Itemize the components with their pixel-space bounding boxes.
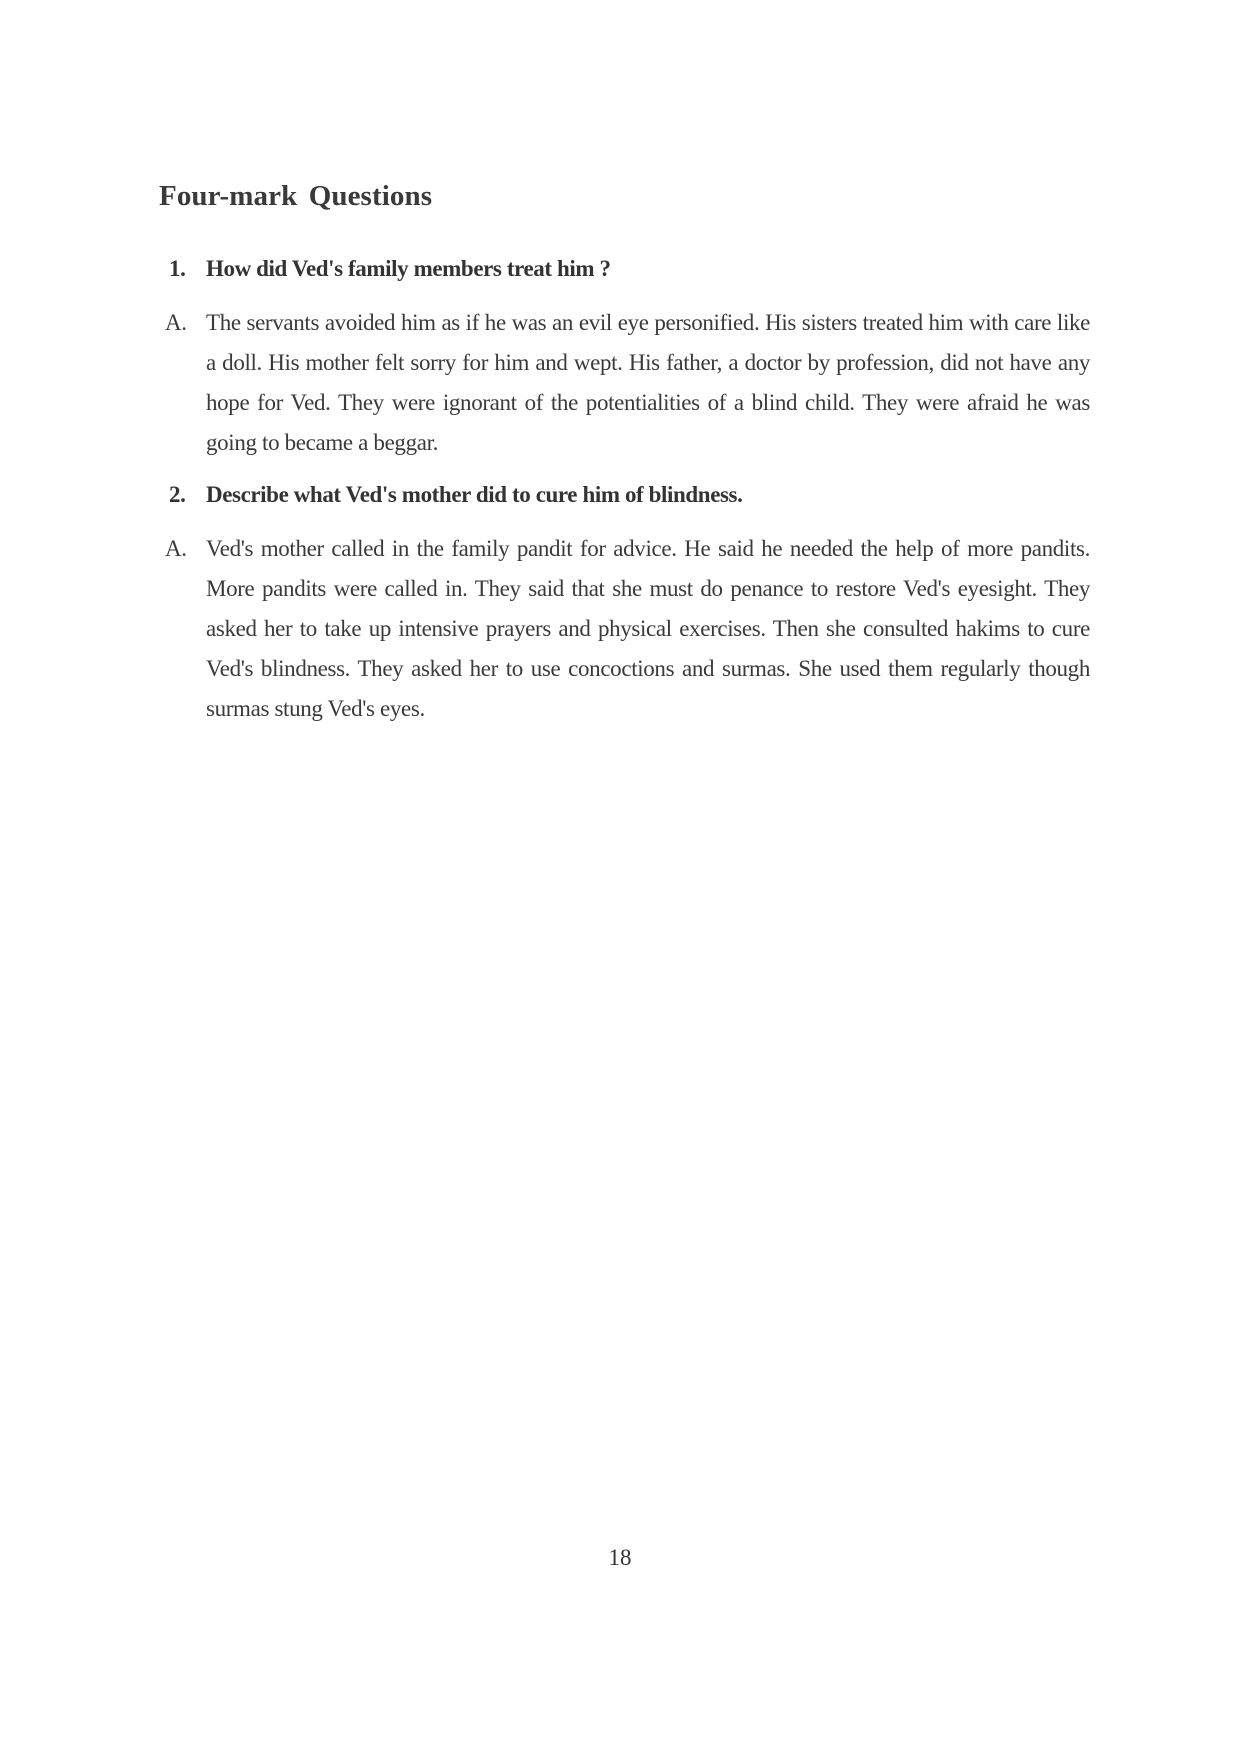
answer-label: A. [165,536,187,561]
answer-label: A. [165,310,187,335]
question-number: 2. [169,482,186,507]
question-text: Describe what Ved's mother did to cure him of blindness. [206,482,743,507]
answer-text: The servants avoided him as if he was an evil eye personified. His sisters treated him with care like a doll. His mother felt sorry for him and wept. His father, a doctor by profession, did not have any hope for Ved. They were ignorant of the potentialities of a blind child. They were afraid he was going to became a beggar. [206,310,1090,455]
page-number: 18 [608,1545,632,1570]
question-number: 1. [169,256,186,281]
answer-text: Ved's mother called in the family pandit for advice. He said he needed the help of more pandits. More pandits were called in. They said that she must do penance to restore Ved's eyesight. They asked her to take up intensive prayers and physical exercises. Then she consulted hakims to cure Ved's blindness. They asked her to use concoctions and surmas. She used them regularly though surmas stung Ved's eyes. [206,536,1090,721]
question-text: How did Ved's family members treat him ? [206,256,611,281]
section-heading: Four-mark Questions [159,180,433,212]
